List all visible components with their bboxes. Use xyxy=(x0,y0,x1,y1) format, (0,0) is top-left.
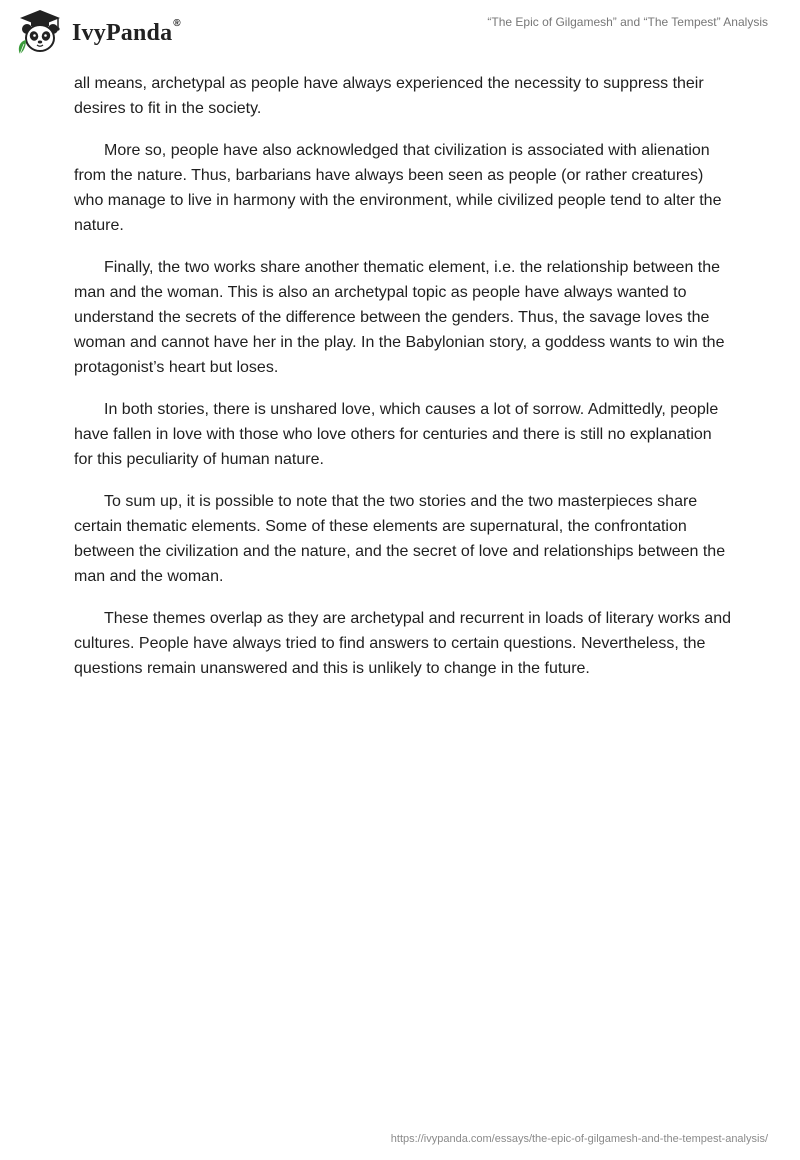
brand-name xyxy=(72,17,181,47)
page-header xyxy=(0,0,800,70)
registered-mark: ® xyxy=(173,17,181,29)
paragraph: These themes overlap as they are archetypal and recurrent in loads of literary works and cultures. People have always tried to find answers to certain questions. Nevertheless, the questions remain unanswered and this is unlikely to change in the future. xyxy=(74,610,731,677)
essay-body xyxy=(74,71,734,698)
document-title: “The Epic of Gilgamesh” and “The Tempest” Analysis xyxy=(487,15,768,29)
source-url-link[interactable]: https://ivypanda.com/essays/the-epic-of-gilgamesh-and-the-tempest-analysis/ xyxy=(390,1133,768,1145)
paragraph: In both stories, there is unshared love, which causes a lot of sorrow. Admittedly, people have fallen in love with those who love others for centuries and there is still no explanation for this peculiarity of human nature. xyxy=(74,401,719,468)
brand-name-text: IvyPanda xyxy=(72,19,173,46)
paragraph: Finally, the two works share another thematic element, i.e. the relationship between the man and the woman. This is also an archetypal topic as people have always wanted to understand the secrets of the difference between the genders. Thus, the savage loves the woman and cannot have her in the play. In the Babylonian story, a goddess wants to win the protagonist’s heart but loses. xyxy=(74,259,725,376)
paragraph: More so, people have also acknowledged that civilization is associated with alienation from the nature. Thus, barbarians have always been seen as people (or rather creatures) who manage to live in harmony with the environment, while civilized people tend to alter the nature. xyxy=(74,142,722,234)
panda-graduate-icon xyxy=(14,8,66,56)
ivypanda-logo[interactable] xyxy=(14,8,181,56)
paragraph: To sum up, it is possible to note that the two stories and the two masterpieces share certain thematic elements. Some of these elements are supernatural, the confrontation between the civilization and the nature, and the secret of love and relationships between the man and the woman. xyxy=(74,493,726,585)
paragraph-continuation: all means, archetypal as people have always experienced the necessity to suppress their desires to fit in the society. xyxy=(74,75,704,117)
